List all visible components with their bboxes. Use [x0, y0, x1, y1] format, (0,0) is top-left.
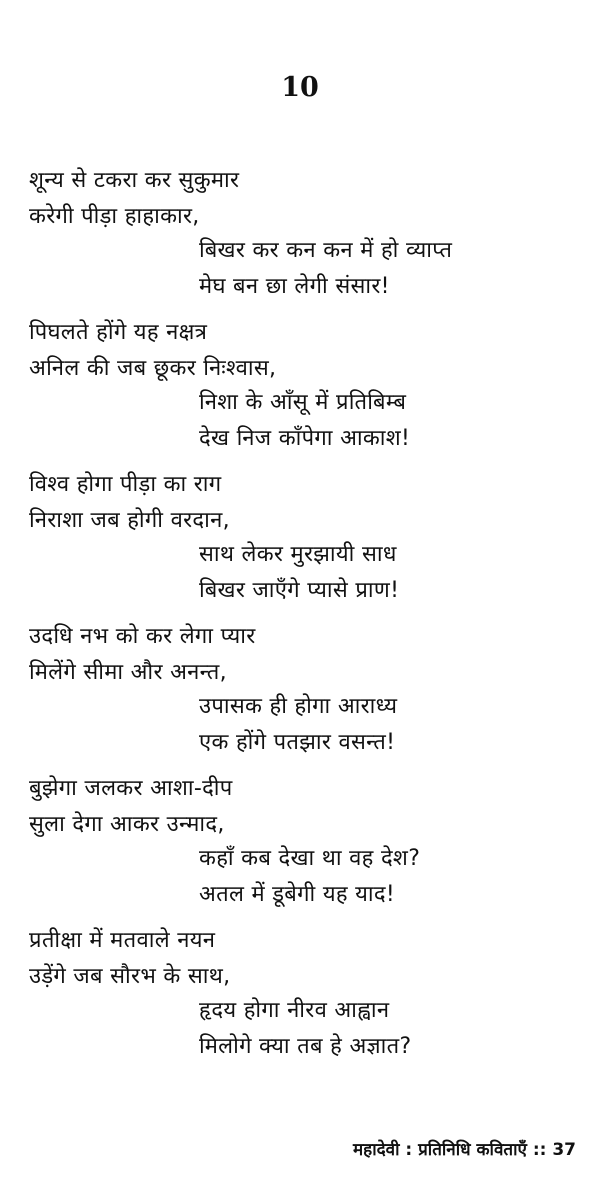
- verse-line: पिघलते होंगे यह नक्षत्र: [29, 320, 208, 345]
- verse-line: निराशा जब होगी वरदान,: [29, 508, 230, 533]
- verse-line-indented: उपासक ही होगा आराध्य: [199, 694, 398, 719]
- verse-line-indented: एक होंगे पतझार वसन्त!: [199, 730, 396, 755]
- verse-line-indented: देख निज काँपेगा आकाश!: [199, 426, 411, 451]
- verse-line: प्रतीक्षा में मतवाले नयन: [29, 928, 216, 953]
- verse-line: करेगी पीड़ा हाहाकार,: [29, 204, 200, 229]
- verse-line-indented: बिखर जाएँगे प्यासे प्राण!: [199, 578, 400, 603]
- verse-line-indented: साथ लेकर मुरझायी साध: [199, 542, 397, 567]
- verse-line-indented: हृदय होगा नीरव आह्वान: [199, 998, 390, 1023]
- verse-line: उदधि नभ को कर लेगा प्यार: [29, 624, 256, 649]
- verse-line-indented: अतल में डूबेगी यह याद!: [199, 882, 396, 907]
- verse-line-indented: मेघ बन छा लेगी संसार!: [199, 274, 390, 299]
- verse-line-indented: मिलोगे क्या तब हे अज्ञात?: [199, 1034, 412, 1059]
- stanza-5: [0, 771, 600, 923]
- verse-line: उड़ेंगे जब सौरभ के साथ,: [29, 964, 231, 989]
- verse-line: सुला देगा आकर उन्माद,: [29, 812, 225, 837]
- verse-line: मिलेंगे सीमा और अनन्त,: [29, 660, 227, 685]
- verse-line-indented: कहाँ कब देखा था वह देश?: [199, 846, 421, 871]
- verse-line-indented: निशा के आँसू में प्रतिबिम्ब: [199, 390, 407, 415]
- verse-line: शून्य से टकरा कर सुकुमार: [29, 168, 240, 193]
- stanza-3: [0, 467, 600, 619]
- page-footer: महादेवी : प्रतिनिधि कविताएँ :: 37: [353, 1140, 576, 1160]
- poem-number: 10: [281, 72, 319, 103]
- verse-line: विश्व होगा पीड़ा का राग: [29, 472, 222, 497]
- stanza-4: [0, 619, 600, 771]
- stanza-2: [0, 315, 600, 467]
- poem-body: [0, 163, 600, 1075]
- stanza-6: [0, 923, 600, 1075]
- verse-line: बुझेगा जलकर आशा-दीप: [29, 776, 233, 801]
- verse-line-indented: बिखर कर कन कन में हो व्याप्त: [199, 238, 453, 263]
- verse-line: अनिल की जब छूकर निःश्वास,: [29, 356, 277, 381]
- stanza-1: [0, 163, 600, 315]
